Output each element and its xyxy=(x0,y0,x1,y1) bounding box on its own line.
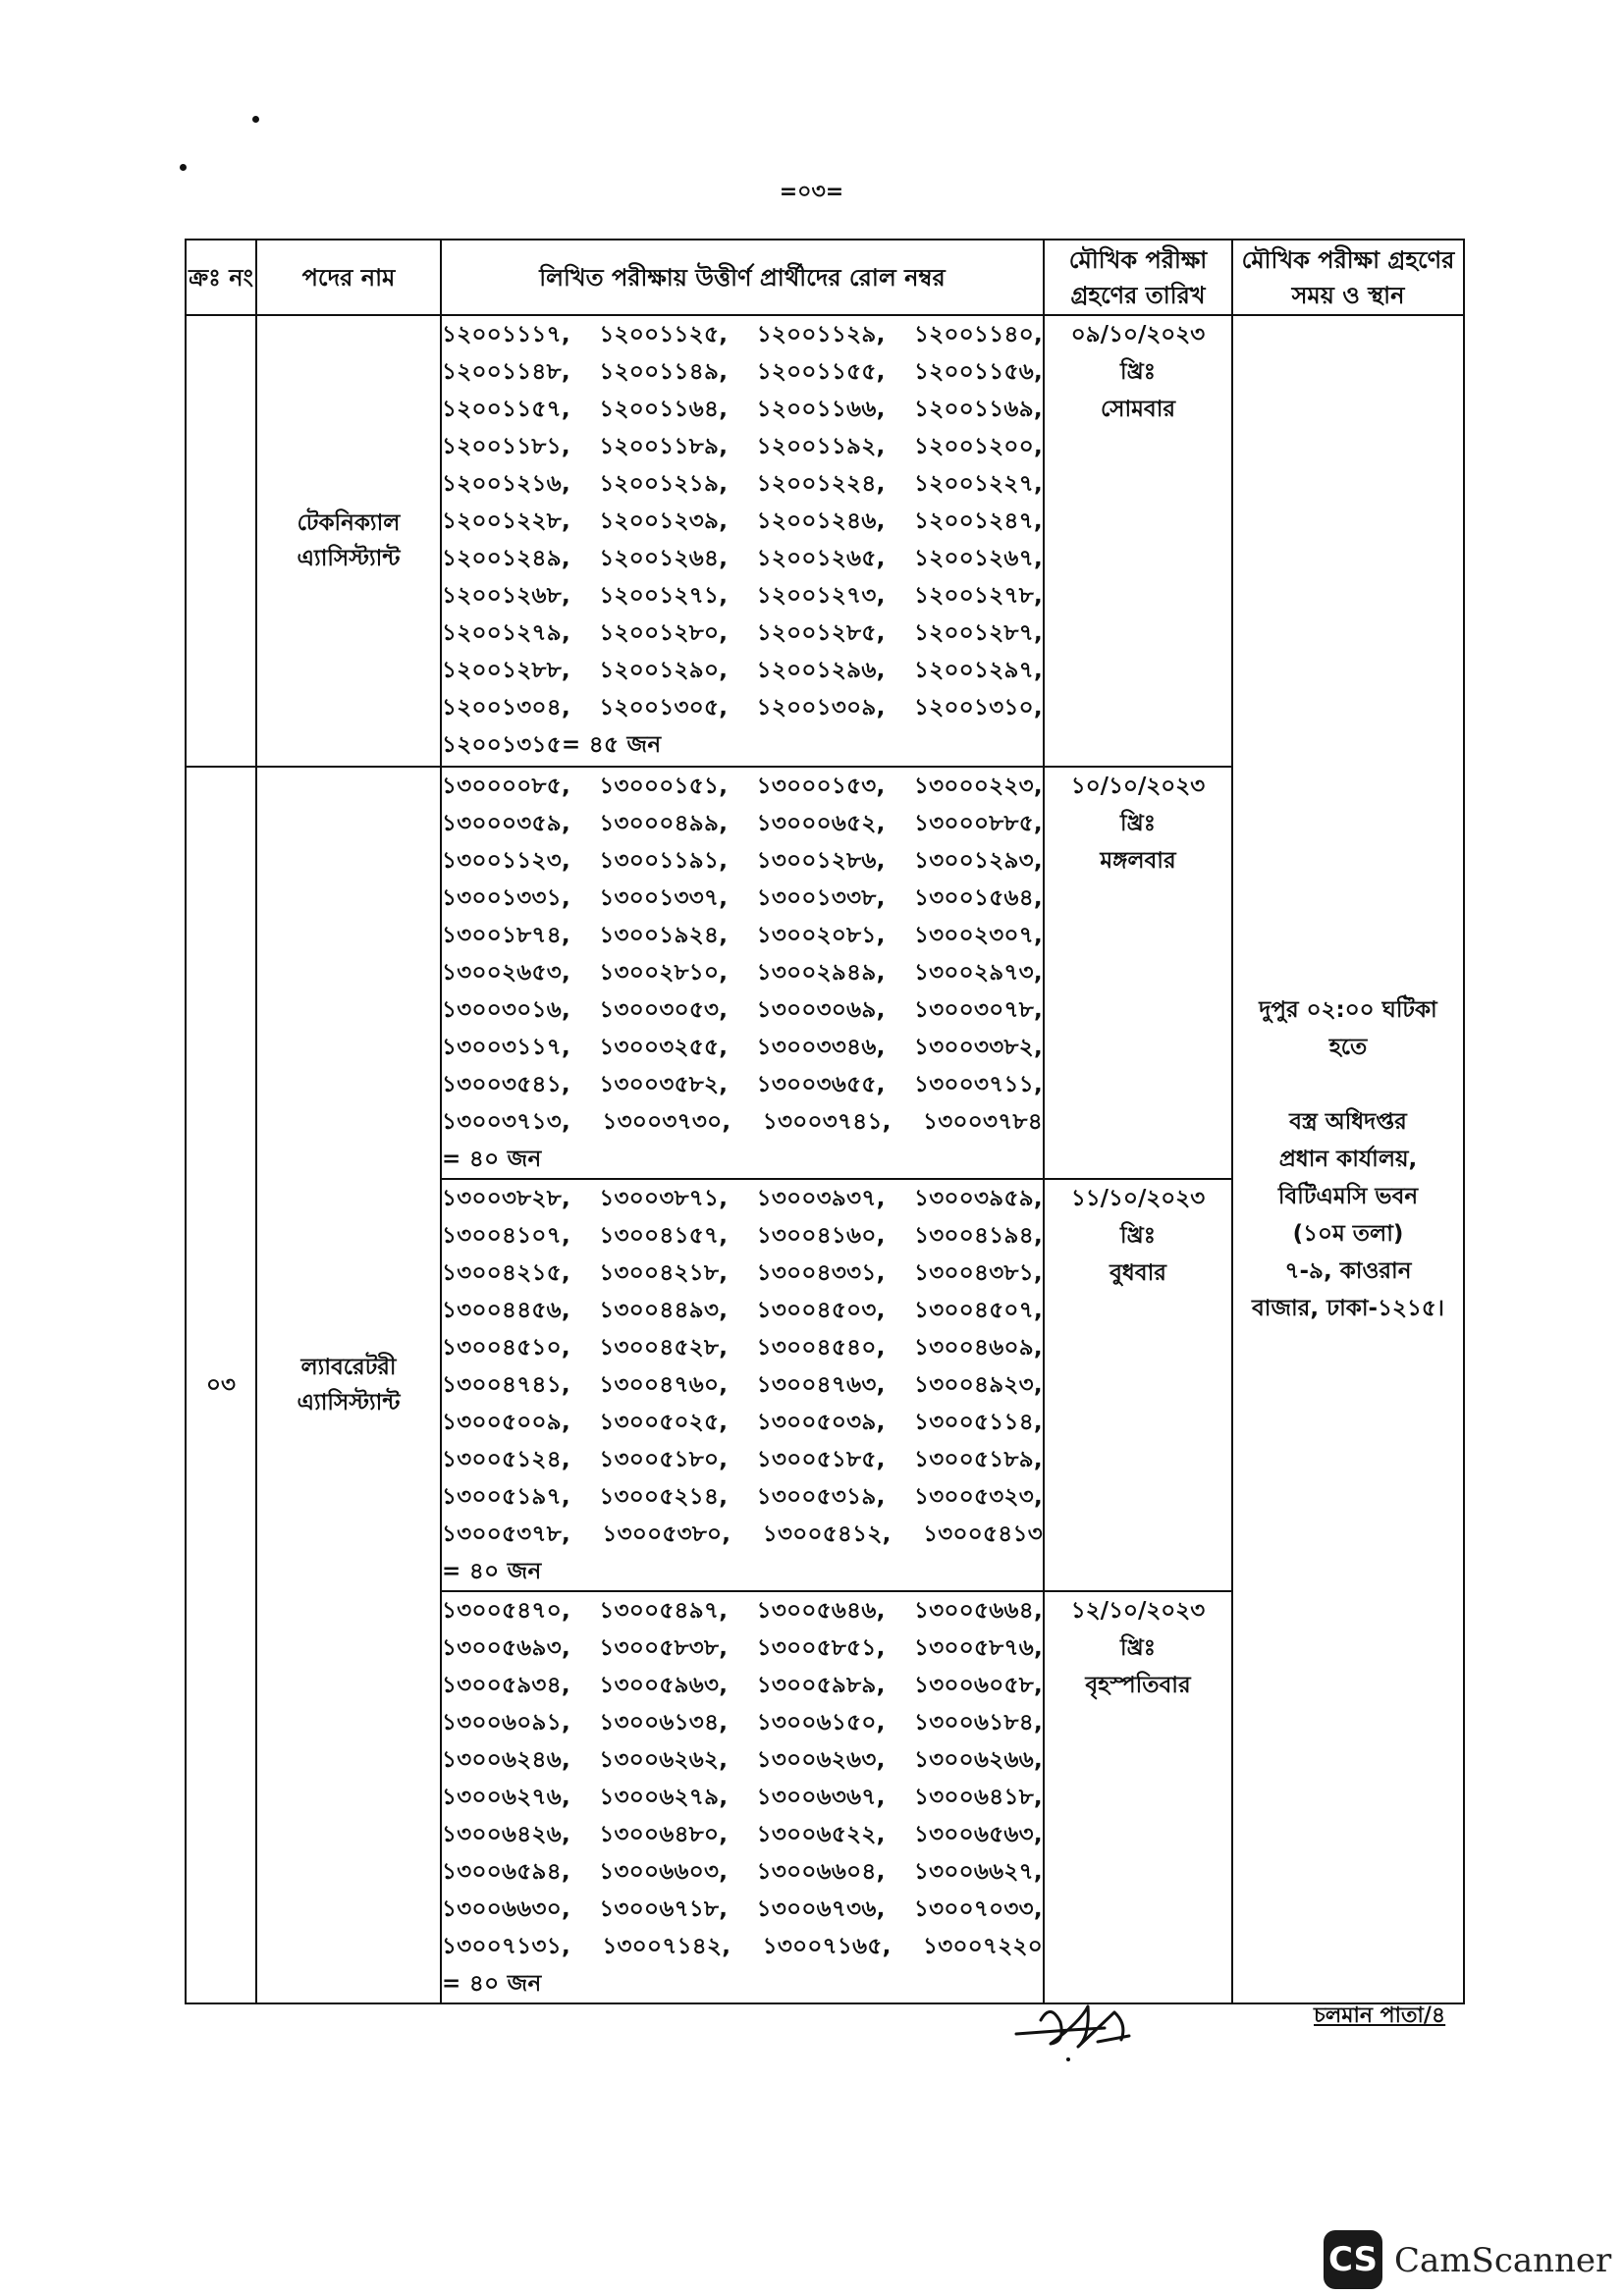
roll-number: ১৩০০৬২৪৬, xyxy=(442,1747,571,1773)
roll-number: ১৩০০৩৩৮২, xyxy=(913,1035,1043,1060)
roll-number: ১৩০০৪১০৭, xyxy=(442,1223,570,1249)
roll-number: ১৩০০৫৮৭৬, xyxy=(914,1635,1043,1661)
roll-number-row xyxy=(442,652,1043,689)
table-row xyxy=(186,315,1464,767)
roll-number: ১৩০০৫৪৯৭, xyxy=(599,1598,729,1624)
roll-number: ১৩০০৫৩৭৮, xyxy=(442,1522,570,1547)
roll-number: ১৩০০৩০৭৮, xyxy=(913,997,1043,1023)
roll-number: ১২০০১১২৯, xyxy=(756,322,886,347)
venue-time: দুপুর ০২:০০ ঘটিকা xyxy=(1259,997,1437,1023)
roll-number: ১৩০০৪৫০৭, xyxy=(914,1298,1043,1323)
roll-number: ১২০০১৩০৫, xyxy=(599,695,729,721)
roll-number: ১৩০০৬৭৩৬, xyxy=(756,1896,886,1922)
roll-number: ১৩০০৬২৬২, xyxy=(599,1747,729,1773)
roll-number: ১৩০০১১২৩, xyxy=(442,848,570,874)
interview-schedule-table xyxy=(185,239,1465,2004)
roll-number: ১২০০১৩০৪, xyxy=(442,695,570,721)
exam-era: খ্রিঃ xyxy=(1120,811,1156,836)
roll-number-row xyxy=(442,1516,1043,1553)
roll-number: ১৩০০৫৪৭০, xyxy=(442,1598,570,1624)
roll-number: ১৩০০৫৪১২, xyxy=(762,1522,892,1547)
roll-number: ১৩০০৫৩২৩, xyxy=(913,1484,1043,1510)
serial-cell xyxy=(186,315,256,767)
venue-line: বস্ত্র অধিদপ্তর xyxy=(1289,1109,1407,1135)
roll-total: = ৪০ জন xyxy=(442,1559,542,1584)
exam-weekday: মঙ্গলবার xyxy=(1100,848,1176,874)
roll-number: ১২০০১২২৮, xyxy=(442,508,570,534)
roll-number-row xyxy=(442,1404,1043,1441)
roll-number: ১২০০১২৯০, xyxy=(599,658,729,683)
roll-number: ১৩০০৫৩৮০, xyxy=(602,1522,731,1547)
roll-number: ১২০০১১৪০, xyxy=(914,322,1043,347)
roll-number: ১৩০০৫০০৯, xyxy=(442,1410,570,1435)
roll-number: ১২০০১২৭৩, xyxy=(756,583,886,609)
exam-era: খ্রিঃ xyxy=(1120,359,1156,385)
roll-number-row xyxy=(442,1180,1043,1217)
roll-number: ১৩০০৪৯২৩, xyxy=(913,1372,1043,1398)
roll-number: ১২০০১১৪৯, xyxy=(599,359,729,385)
serial-cell: ০৩ xyxy=(186,767,256,2003)
header-time-place: মৌখিক পরীক্ষা গ্রহণের সময় ও স্থান xyxy=(1232,240,1464,315)
roll-number: ১৩০০৪৭৬৩, xyxy=(756,1372,886,1398)
roll-number: ১২০০১২৮৫, xyxy=(756,620,886,646)
roll-number: ১৩০০০৩৫৯, xyxy=(442,811,570,836)
roll-number: ১৩০০১৩৩৭, xyxy=(599,885,729,911)
roll-number: ১৩০০৪৪৯৩, xyxy=(599,1298,729,1323)
roll-total: = ৪০ জন xyxy=(442,1971,542,1997)
roll-number: ১৩০০০৬৫২, xyxy=(756,811,886,836)
roll-number-list xyxy=(442,1180,1043,1553)
roll-number: ১৩০০৩৭৩০, xyxy=(602,1109,731,1135)
roll-number: ১২০০১১২৫, xyxy=(599,322,729,347)
roll-number: ১৩০০৫৩১৯, xyxy=(756,1484,886,1510)
roll-number: ১৩০০১৩৩৮, xyxy=(756,885,886,911)
roll-number-row xyxy=(442,577,1043,614)
roll-number: ১২০০১২৮৮, xyxy=(442,658,570,683)
roll-number: ১৩০০০০৮৫, xyxy=(442,774,570,799)
roll-number: ১৩০০৫১২৪, xyxy=(442,1447,570,1472)
roll-number: ১৩০০৫৮৫১, xyxy=(756,1635,886,1661)
roll-number-row xyxy=(442,1891,1043,1928)
roll-number: ১২০০১১৪৮, xyxy=(442,359,570,385)
roll-number: ১৩০০১৫৬৪, xyxy=(914,885,1043,911)
roll-number: ১৩০০৪২১৮, xyxy=(599,1260,729,1286)
venue-line: (১০ম তলা) xyxy=(1292,1221,1404,1247)
roll-number: ১৩০০৪৫২৮, xyxy=(599,1335,729,1361)
roll-number-row xyxy=(442,1741,1043,1779)
roll-number: ১৩০০৩২৫৫, xyxy=(599,1035,729,1060)
roll-number: ১৩০০৭১৪২, xyxy=(602,1934,731,1959)
roll-number: ১৩০০৬১৮৪, xyxy=(914,1710,1043,1735)
roll-number: ১২০০১২৬৫, xyxy=(756,546,886,571)
roll-number-row xyxy=(442,1592,1043,1629)
roll-number: ১২০০১২১৯, xyxy=(599,471,729,497)
roll-number: ১২০০১২৬৮, xyxy=(442,583,570,609)
date-cell xyxy=(1044,767,1232,1179)
roll-number: ১২০০১২২৪, xyxy=(756,471,886,497)
roll-number: ১৩০০৩৫৮২, xyxy=(599,1072,729,1097)
roll-number: ১৩০০৩৮৭১, xyxy=(599,1186,729,1211)
roll-number: ১৩০০৬৬২৭, xyxy=(913,1859,1043,1885)
roll-number: ১৩০০৩৭১১, xyxy=(914,1072,1043,1097)
roll-number: ১২০০১২৯৬, xyxy=(756,658,886,683)
venue-from: হতে xyxy=(1328,1035,1368,1060)
roll-number: ১৩০০৬৫৯৪, xyxy=(442,1859,570,1885)
roll-number-row xyxy=(442,1629,1043,1667)
roll-number: ১২০০১৩১০, xyxy=(913,695,1043,721)
roll-number-row xyxy=(442,1103,1043,1141)
roll-number: ১৩০০২৯৭৩, xyxy=(913,960,1043,986)
roll-number: ১৩০০৩৭৮৪ xyxy=(923,1109,1043,1135)
roll-number: ১৩০০৪৫০৩, xyxy=(756,1298,886,1323)
roll-number: ১৩০০৪৪৫৬, xyxy=(442,1298,570,1323)
roll-number-row xyxy=(442,353,1043,391)
roll-number-row xyxy=(442,391,1043,428)
roll-number: ১২০০১২৬৪, xyxy=(599,546,729,571)
roll-number-list xyxy=(442,1592,1043,1965)
roll-number: ১৩০০৪৫১০, xyxy=(442,1335,570,1361)
roll-number: ১৩০০৪১৯৪, xyxy=(914,1223,1043,1249)
roll-number: ১৩০০৫০২৫, xyxy=(599,1410,729,1435)
roll-number: ১২০০১১৬৬, xyxy=(756,397,886,422)
date-cell xyxy=(1044,1591,1232,2003)
roll-number: ১৩০০৬১৩৪, xyxy=(599,1710,729,1735)
roll-number: ১৩০০৫১১৪, xyxy=(914,1410,1043,1435)
roll-number: ১৩০০৬৪৮০, xyxy=(599,1822,729,1847)
roll-number: ১৩০০৩৯৩৭, xyxy=(756,1186,886,1211)
roll-number: ১৩০০৩৭১৩, xyxy=(442,1109,571,1135)
roll-numbers-cell xyxy=(441,315,1044,767)
roll-number: ১২০০১১৬৪, xyxy=(599,397,729,422)
roll-number: ১৩০০৫৬৬৪, xyxy=(914,1598,1043,1624)
roll-number: ১৩০০৫৯৮৯, xyxy=(756,1673,886,1698)
venue-line: ৭-৯, কাওরান xyxy=(1284,1258,1412,1284)
roll-number: ১৩০০৪৩৮১, xyxy=(914,1260,1043,1286)
roll-number: ১৩০০১১৯১, xyxy=(599,848,729,874)
roll-number: ১৩০০৫০৩৯, xyxy=(756,1410,886,1435)
roll-number-row xyxy=(442,1329,1043,1366)
roll-number: ১৩০০৬৪১৮, xyxy=(914,1785,1043,1810)
header-post-name: পদের নাম xyxy=(256,240,441,315)
roll-number: ১৩০০৩০৫৩, xyxy=(599,997,729,1023)
roll-number-row xyxy=(442,1217,1043,1255)
roll-number: ১৩০০৫৪১৩ xyxy=(923,1522,1043,1547)
roll-number: ১২০০১২৭৮, xyxy=(914,583,1043,609)
exam-era: খ্রিঃ xyxy=(1120,1635,1156,1661)
time-place-cell xyxy=(1232,315,1464,2003)
roll-number-row xyxy=(442,428,1043,465)
exam-weekday: বৃহস্পতিবার xyxy=(1085,1673,1191,1698)
roll-number: ১২০০১১১৭, xyxy=(442,322,570,347)
roll-number: ১৩০০২৩০৭, xyxy=(913,923,1043,948)
roll-number: ১২০০১১৫৫, xyxy=(756,359,886,385)
roll-number: ১৩০০৫৯৬৩, xyxy=(599,1673,729,1698)
roll-number: ১৩০০৫৬৯৩, xyxy=(442,1635,570,1661)
roll-number: ১২০০১৩১৫= ৪৫ জন xyxy=(442,732,662,758)
roll-number: ১৩০০৪৬০৯, xyxy=(913,1335,1043,1361)
roll-number: ১২০০১৩০৯, xyxy=(756,695,886,721)
roll-number: ১২০০১২৭৯, xyxy=(442,620,570,646)
header-roll-numbers: লিখিত পরীক্ষায় উত্তীর্ণ প্রার্থীদের রোল নম্বর xyxy=(441,240,1044,315)
roll-number-row xyxy=(442,768,1043,805)
roll-number: ১৩০০৩৩৪৬, xyxy=(756,1035,886,1060)
roll-number: ১৩০০৩১১৭, xyxy=(442,1035,570,1060)
roll-number: ১২০০১১৮১, xyxy=(442,434,570,459)
roll-total: = ৪০ জন xyxy=(442,1147,542,1172)
roll-number-row xyxy=(442,842,1043,880)
roll-number-row xyxy=(442,465,1043,503)
date-cell xyxy=(1044,1179,1232,1591)
continuation-note: চলমান পাতা/৪ xyxy=(1314,2003,1446,2028)
roll-number-row xyxy=(442,1928,1043,1965)
roll-number: ১২০০১২৪৭, xyxy=(913,508,1043,534)
roll-number-row xyxy=(442,316,1043,353)
venue-line: বিটিএমসি ভবন xyxy=(1277,1184,1419,1209)
roll-number-row xyxy=(442,1255,1043,1292)
roll-number: ১৩০০৬৪২৬, xyxy=(442,1822,571,1847)
roll-number-row xyxy=(442,1779,1043,1816)
roll-number: ১৩০০৪২১৫, xyxy=(442,1260,570,1286)
roll-number: ১৩০০৪৭৪১, xyxy=(442,1372,570,1398)
roll-number: ১৩০০৬২৬৩, xyxy=(756,1747,886,1773)
roll-number-row xyxy=(442,917,1043,954)
roll-number-row xyxy=(442,689,1043,726)
header-serial: ক্রঃ নং xyxy=(186,240,256,315)
exam-date: ১০/১০/২০২৩ xyxy=(1070,774,1206,799)
roll-number-row xyxy=(442,1366,1043,1404)
roll-number: ১৩০০০১৫১, xyxy=(599,774,729,799)
roll-numbers-cell xyxy=(441,1179,1044,1591)
roll-number: ১৩০০৫৬৪৬, xyxy=(756,1598,886,1624)
roll-number: ১২০০১১৫৭, xyxy=(442,397,570,422)
camscanner-watermark: CamScanner xyxy=(1394,2241,1612,2280)
roll-number: ১৩০০৬২৭৬, xyxy=(442,1785,571,1810)
exam-weekday: বুধবার xyxy=(1109,1260,1166,1286)
roll-number: ১৩০০৬২৭৯, xyxy=(599,1785,729,1810)
scan-speck xyxy=(180,164,187,171)
roll-number: ১৩০০৬৬০৪, xyxy=(756,1859,886,1885)
roll-number: ১৩০০৪৫৪০, xyxy=(756,1335,886,1361)
roll-number: ১৩০০৩০৬৯, xyxy=(756,997,886,1023)
roll-number-row xyxy=(442,1667,1043,1704)
exam-date: ০৯/১০/২০২৩ xyxy=(1070,322,1206,347)
exam-era: খ্রিঃ xyxy=(1120,1223,1156,1249)
roll-number-row xyxy=(442,1478,1043,1516)
roll-number-list xyxy=(442,768,1043,1141)
roll-number: ১২০০১২৪৯, xyxy=(442,546,570,571)
roll-number-row xyxy=(442,880,1043,917)
roll-number-row xyxy=(442,726,1043,764)
exam-date: ১১/১০/২০২৩ xyxy=(1070,1186,1206,1211)
roll-number: ১৩০০৬০৫৮, xyxy=(914,1673,1043,1698)
roll-number: ১৩০০৫৮৩৮, xyxy=(599,1635,729,1661)
roll-number: ১৩০০৫২১৪, xyxy=(599,1484,729,1510)
roll-number-row xyxy=(442,1853,1043,1891)
roll-number-row xyxy=(442,1816,1043,1853)
roll-number: ১৩০০৫১৮৫, xyxy=(756,1447,886,1472)
roll-number-row xyxy=(442,1441,1043,1478)
roll-number: ১৩০০৭১৬৫, xyxy=(762,1934,892,1959)
camscanner-logo: CS xyxy=(1324,2230,1382,2289)
roll-number: ১৩০০২৯৪৯, xyxy=(756,960,886,986)
roll-number: ১৩০০৬৫৬৩, xyxy=(913,1822,1043,1847)
roll-number: ১৩০০২০৮১, xyxy=(756,923,886,948)
exam-date: ১২/১০/২০২৩ xyxy=(1070,1598,1206,1624)
roll-number: ১৩০০৬৩৬৭, xyxy=(756,1785,886,1810)
roll-number-row xyxy=(442,954,1043,991)
roll-number: ১৩০০৩৫৪১, xyxy=(442,1072,570,1097)
header-date: মৌখিক পরীক্ষা গ্রহণের তারিখ xyxy=(1044,240,1232,315)
roll-number: ১৩০০৫১৮০, xyxy=(599,1447,729,1472)
roll-number: ১৩০০৬২৬৬, xyxy=(913,1747,1043,1773)
signature xyxy=(1011,1993,1159,2061)
roll-number: ১৩০০৪১৫৭, xyxy=(599,1223,729,1249)
venue-line: বাজার, ঢাকা-১২১৫। xyxy=(1251,1296,1445,1321)
roll-number: ১৩০০৫১৮৯, xyxy=(914,1447,1043,1472)
date-cell xyxy=(1044,315,1232,767)
roll-number: ১৩০০৬১৫০, xyxy=(756,1710,886,1735)
roll-number: ১৩০০৬৬৩০, xyxy=(442,1896,571,1922)
roll-number: ১২০০১২৮৭, xyxy=(914,620,1043,646)
roll-number-row xyxy=(442,991,1043,1029)
roll-number-list xyxy=(442,316,1043,764)
roll-number: ১৩০০৩৭৪১, xyxy=(762,1109,892,1135)
roll-number: ১২০০১২০০, xyxy=(913,434,1043,459)
roll-number-row xyxy=(442,805,1043,842)
roll-number: ১৩০০০২২৩, xyxy=(913,774,1043,799)
table-header-row xyxy=(186,240,1464,315)
roll-number-row xyxy=(442,1704,1043,1741)
roll-number-row xyxy=(442,1292,1043,1329)
roll-number: ১৩০০৬৭১৮, xyxy=(599,1896,729,1922)
roll-number: ১৩০০৫১৯৭, xyxy=(442,1484,570,1510)
roll-number: ১৩০০১২৯৩, xyxy=(913,848,1043,874)
roll-number: ১৩০০৩৬৫৫, xyxy=(756,1072,886,1097)
roll-number: ১৩০০১৯২৪, xyxy=(599,923,729,948)
roll-number: ১২০০১২৮০, xyxy=(599,620,729,646)
roll-number: ১৩০০১৮৭৪, xyxy=(442,923,570,948)
post-name-cell: ল্যাবরেটরী এ্যাসিস্ট্যান্ট xyxy=(256,767,441,2003)
page-number: =০৩= xyxy=(779,180,844,204)
roll-number: ১৩০০৭১৩১, xyxy=(442,1934,570,1959)
roll-number: ১৩০০২৬৫৩, xyxy=(442,960,571,986)
roll-number: ১৩০০৩৮২৮, xyxy=(442,1186,570,1211)
roll-number: ১৩০০৩৯৫৯, xyxy=(914,1186,1043,1211)
roll-number-row xyxy=(442,503,1043,540)
roll-number: ১৩০০২৮১০, xyxy=(599,960,729,986)
roll-number: ১৩০০০৪৯৯, xyxy=(599,811,729,836)
roll-numbers-cell xyxy=(441,1591,1044,2003)
roll-number: ১৩০০১২৮৬, xyxy=(756,848,886,874)
roll-number: ১৩০০৪১৬০, xyxy=(756,1223,886,1249)
roll-number-row xyxy=(442,1029,1043,1066)
roll-number: ১৩০০৬৬০৩, xyxy=(599,1859,729,1885)
roll-number: ১৩০০১৩৩১, xyxy=(442,885,570,911)
roll-number: ১২০০১২১৬, xyxy=(442,471,570,497)
roll-number-row xyxy=(442,540,1043,577)
roll-number: ১৩০০৪৭৬০, xyxy=(599,1372,729,1398)
roll-number: ১২০০১১৮৯, xyxy=(599,434,729,459)
roll-number: ১৩০০০৮৮৫, xyxy=(914,811,1043,836)
roll-number: ১৩০০০১৫৩, xyxy=(756,774,886,799)
roll-number: ১২০০১২২৭, xyxy=(913,471,1043,497)
roll-number: ১৩০০৭২২০ xyxy=(922,1934,1043,1959)
exam-weekday: সোমবার xyxy=(1100,397,1176,422)
roll-number: ১৩০০৫৯৩৪, xyxy=(442,1673,570,1698)
roll-number-row xyxy=(442,1066,1043,1103)
roll-number: ১২০০১২৯৭, xyxy=(914,658,1043,683)
roll-number-row xyxy=(442,614,1043,652)
roll-number: ১২০০১১৫৬, xyxy=(914,359,1043,385)
roll-number: ১২০০১২৬৭, xyxy=(913,546,1043,571)
roll-numbers-cell xyxy=(441,767,1044,1179)
roll-number: ১৩০০৬৫২২, xyxy=(756,1822,886,1847)
roll-number: ১৩০০৭০৩৩, xyxy=(913,1896,1043,1922)
roll-number: ১২০০১১৯২, xyxy=(756,434,886,459)
venue-line: প্রধান কার্যালয়, xyxy=(1278,1147,1418,1172)
roll-number: ১২০০১২৩৯, xyxy=(599,508,729,534)
roll-number: ১৩০০৩০১৬, xyxy=(442,997,571,1023)
roll-number: ১৩০০৪৩৩১, xyxy=(756,1260,886,1286)
scan-speck xyxy=(252,116,259,123)
post-name-cell: টেকনিক্যাল এ্যাসিস্ট্যান্ট xyxy=(256,315,441,767)
roll-number: ১২০০১১৬৯, xyxy=(914,397,1043,422)
roll-number: ১২০০১২৪৬, xyxy=(756,508,886,534)
roll-number: ১২০০১২৭১, xyxy=(599,583,729,609)
roll-number: ১৩০০৬০৯১, xyxy=(442,1710,570,1735)
